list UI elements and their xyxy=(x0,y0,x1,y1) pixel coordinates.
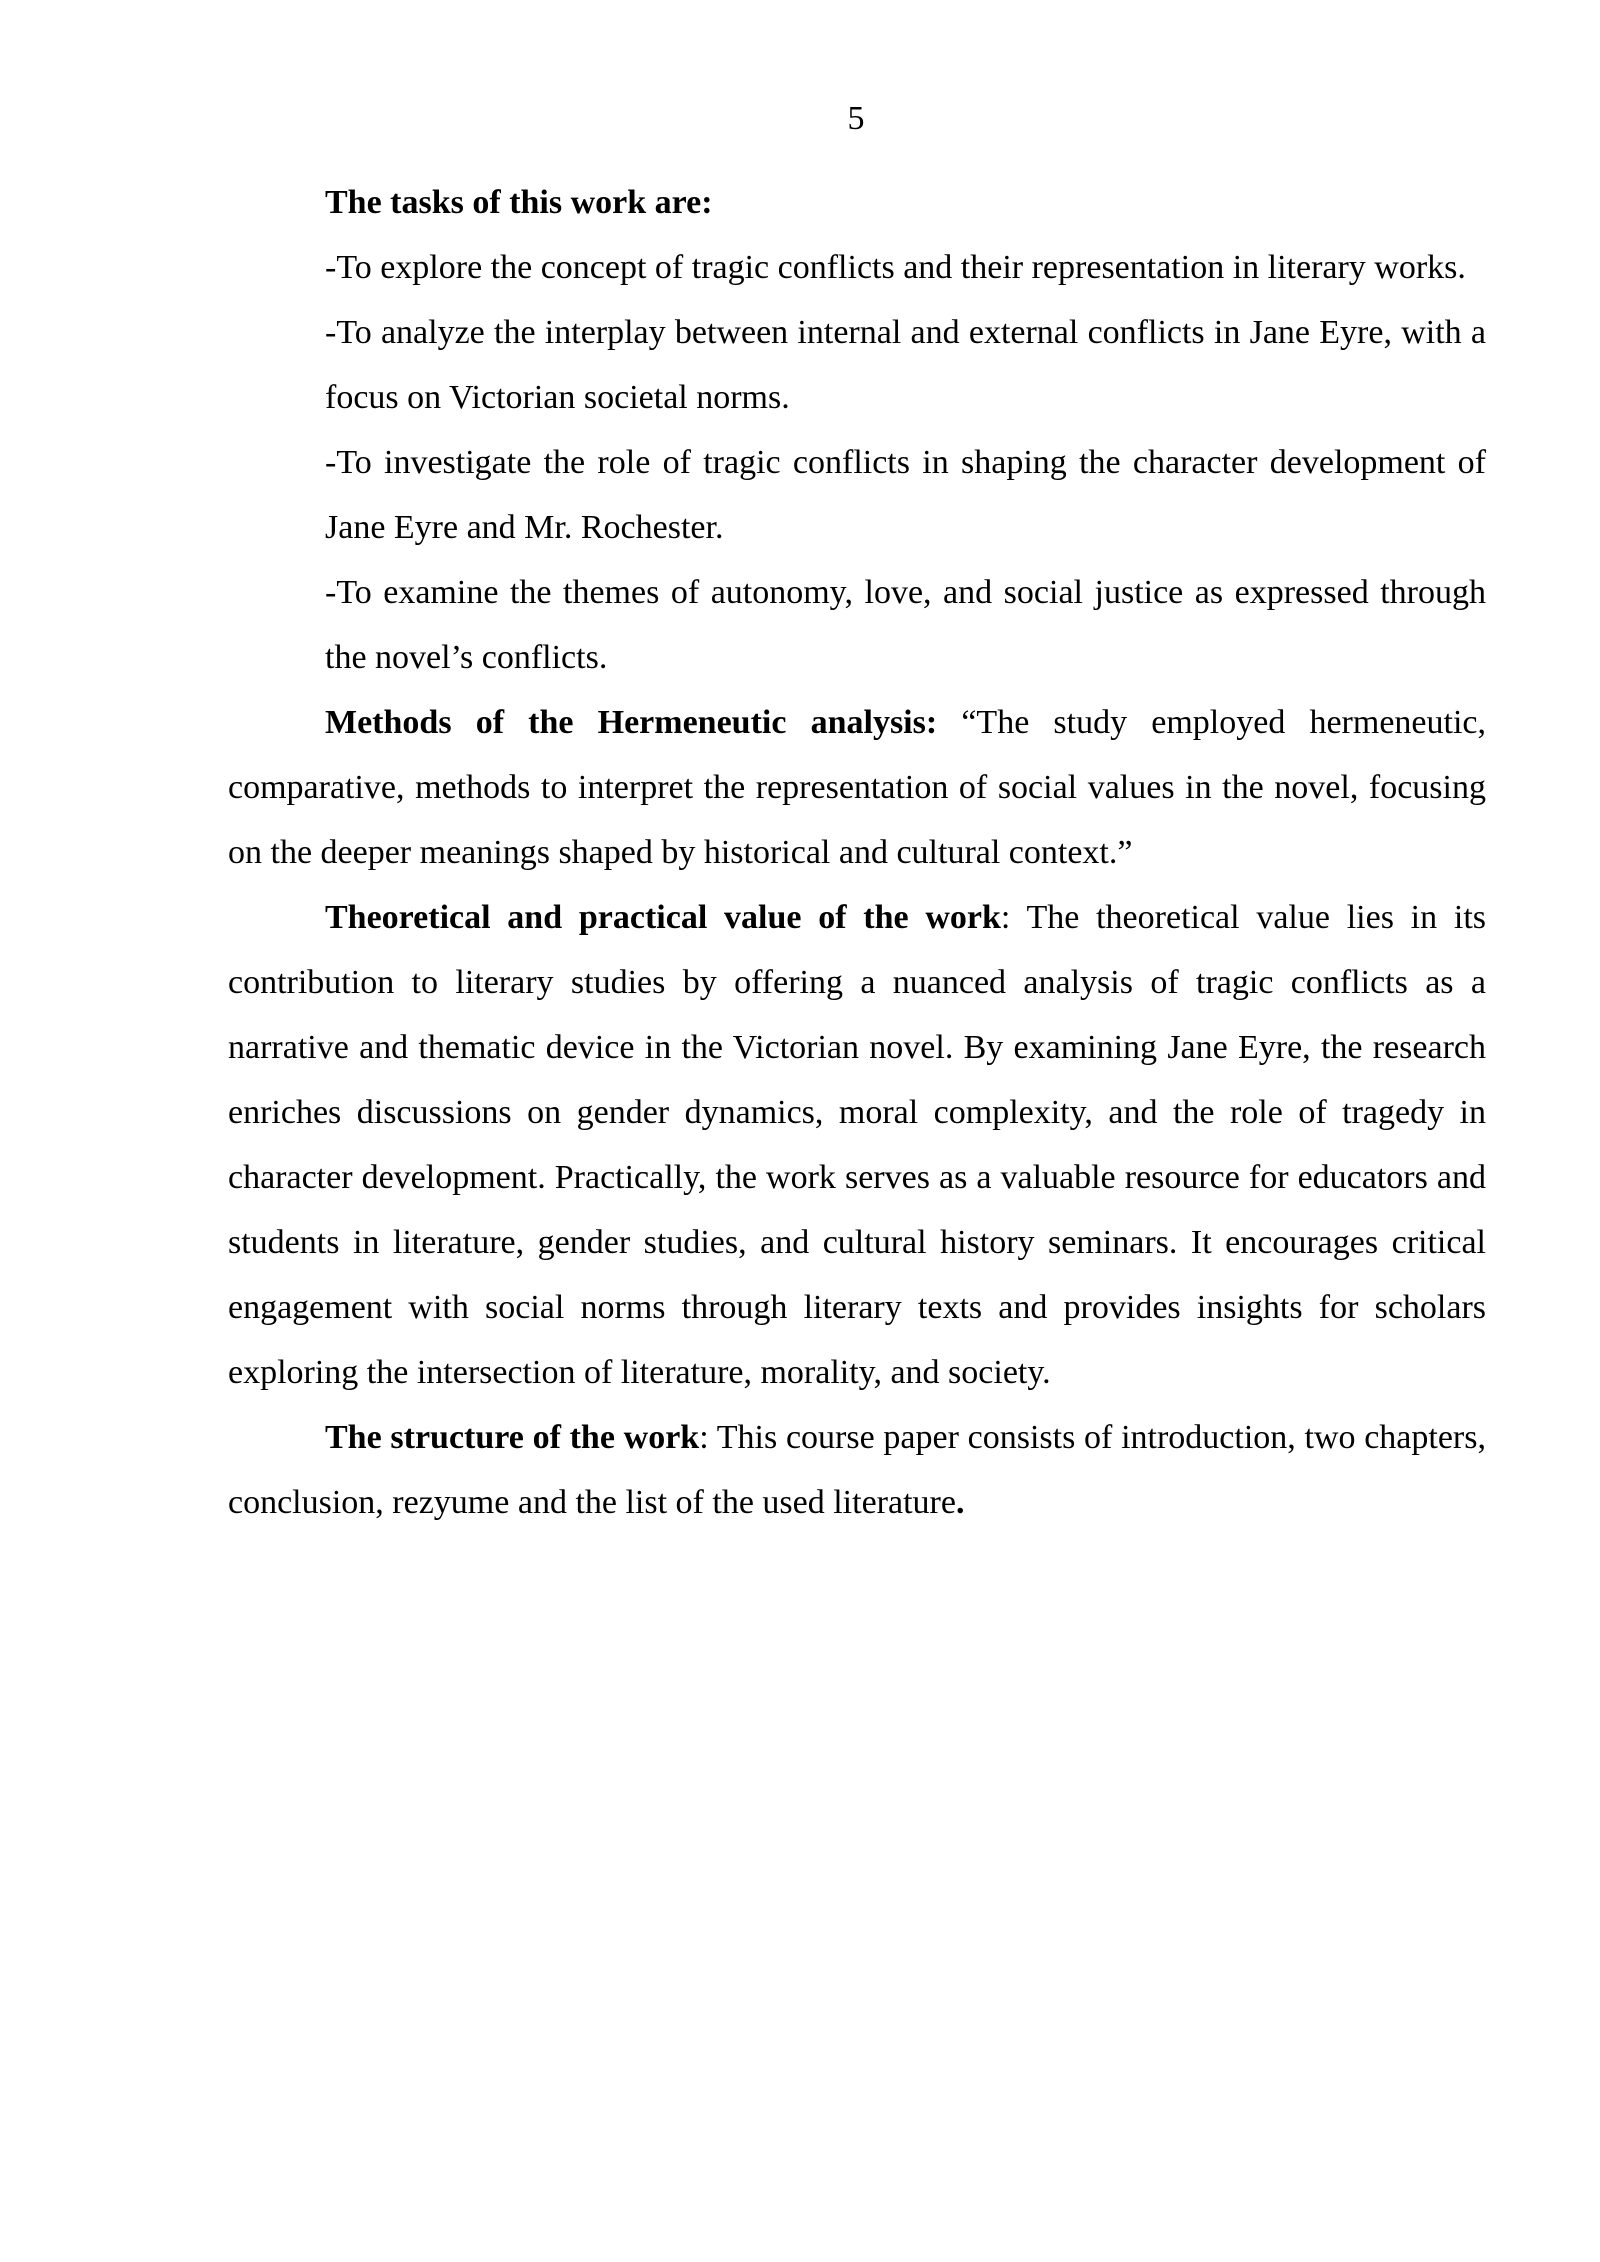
tasks-heading-text: The tasks of this work are: xyxy=(325,184,713,221)
methods-text: “The study employed hermeneutic, comparative, methods to interpret the representation of social values in the novel, focusing on the deeper meanings shaped by historical and cultural context.” xyxy=(228,704,1486,871)
structure-paragraph xyxy=(228,1405,1486,1535)
tasks-section xyxy=(228,170,1486,690)
page-number: 5 xyxy=(847,100,865,137)
methods-label: Methods of the Hermeneutic analysis: xyxy=(325,704,938,741)
task-item: -To analyze the interplay between internal and external conflicts in Jane Eyre, with a focus on Victorian societal norms. xyxy=(325,314,1486,416)
value-text: : The theoretical value lies in its contribution to literary studies by offering a nuanced analysis of tragic conflicts as a narrative and thematic device in the Victorian novel. By examining Jane Eyre, the research enriches discussions on gender dynamics, moral complexity, and the role of tragedy in character development. Practically, the work serves as a valuable resource for educators and students in literature, gender studies, and cultural history seminars. It encourages critical engagement with social norms through literary texts and provides insights for scholars exploring the intersection of literature, morality, and society. xyxy=(228,899,1486,1391)
document-body xyxy=(228,170,1486,1535)
task-item: -To explore the concept of tragic conflicts and their representation in literary works. xyxy=(325,249,1466,286)
task-item: -To examine the themes of autonomy, love, and social justice as expressed through the novel’s conflicts. xyxy=(325,574,1486,676)
structure-label: The structure of the work xyxy=(325,1419,700,1456)
structure-end: . xyxy=(955,1484,965,1521)
value-paragraph xyxy=(228,885,1486,1405)
structure-text: : This course paper consists of introduction, two chapters, conclusion, rezyume and the list of the used literature xyxy=(228,1419,1486,1521)
methods-paragraph xyxy=(228,690,1486,885)
task-item: -To investigate the role of tragic conflicts in shaping the character development of Jane Eyre and Mr. Rochester. xyxy=(325,444,1486,546)
tasks-heading xyxy=(325,170,1486,235)
value-label: Theoretical and practical value of the work xyxy=(325,899,1001,936)
